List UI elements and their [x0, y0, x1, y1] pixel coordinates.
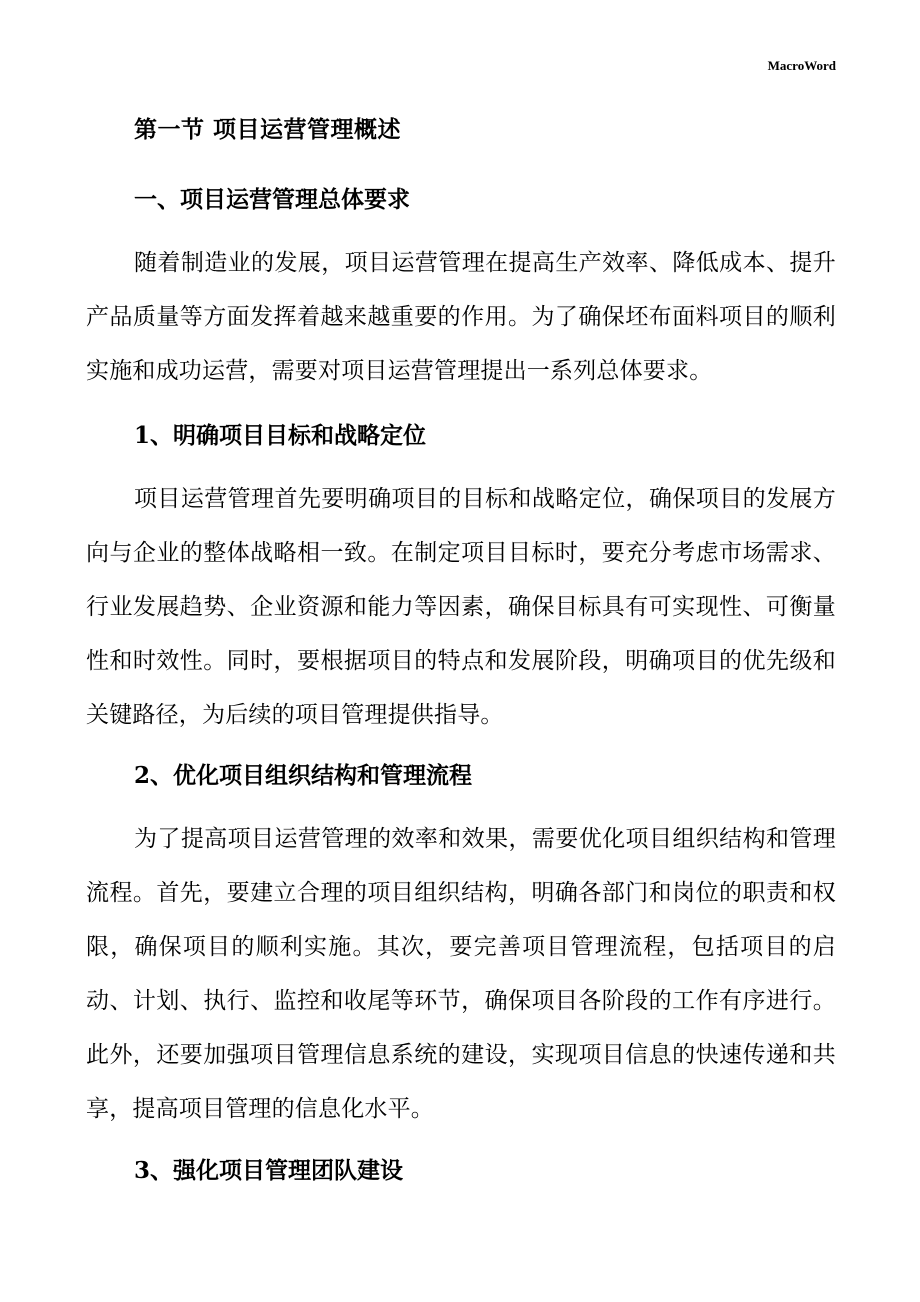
item-heading-2: 2、优化项目组织结构和管理流程: [134, 762, 473, 789]
item-heading-1: 1、明确项目目标和战略定位: [134, 422, 427, 449]
item-paragraph-1: 项目运营管理首先要明确项目的目标和战略定位，确保项目的发展方向与企业的整体战略相一致。在制定项目目标时，要充分考虑市场需求、行业发展趋势、企业资源和能力等因素，确保目标具有可实现性、可衡量性和时效性。同时，要根据项目的特点和发展阶段，明确项目的优先级和关键路径，为后续的项目管理提供指导。: [86, 486, 836, 728]
item-paragraph-2: 为了提高项目运营管理的效率和效果，需要优化项目组织结构和管理流程。首先，要建立合理的项目组织结构，明确各部门和岗位的职责和权限，确保项目的顺利实施。其次，要完善项目管理流程，包括项目的启动、计划、执行、监控和收尾等环节，确保项目各阶段的工作有序进行。此外，还要加强项目管理信息系统的建设，实现项目信息的快速传递和共享，提高项目管理的信息化水平。: [86, 826, 836, 1122]
item-heading-3: 3、强化项目管理团队建设: [134, 1157, 404, 1184]
section-title: 第一节 项目运营管理概述: [134, 117, 402, 143]
header-brand: MacroWord: [767, 58, 836, 73]
intro-paragraph: 随着制造业的发展，项目运营管理在提高生产效率、降低成本、提升产品质量等方面发挥着越来越重要的作用。为了确保坯布面料项目的顺利实施和成功运营，需要对项目运营管理提出一系列总体要求。: [86, 250, 836, 384]
subheading-overall-requirements: 一、项目运营管理总体要求: [134, 187, 410, 213]
